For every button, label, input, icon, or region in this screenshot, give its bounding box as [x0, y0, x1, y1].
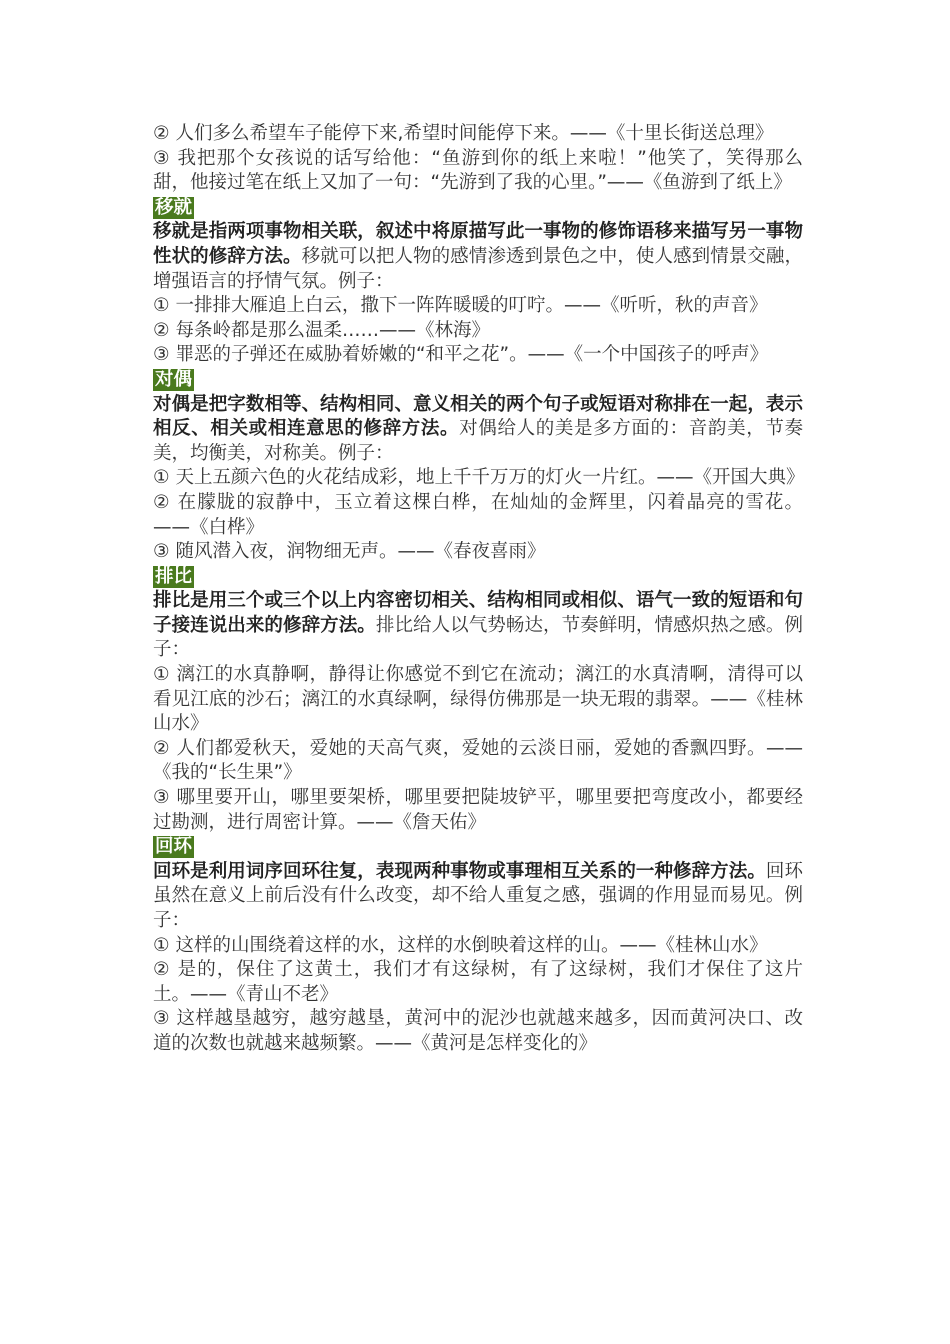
section-heading: 移就: [155, 196, 193, 218]
example-item: ① 漓江的水真静啊，静得让你感觉不到它在流动；漓江的水真清啊，清得可以看见江底的沙石；漓江的水真绿啊，绿得仿佛那是一块无瑕的翡翠。——《桂林山水》: [153, 664, 803, 735]
example-item: ① 这样的山围绕着这样的水，这样的水倒映着这样的山。——《桂林山水》: [153, 934, 768, 956]
definition-bold: 排比是用三个或三个以上内容密切相关、结构相同或相似、语气一致的短语和句子接连说出来的修辞方法。: [153, 590, 803, 636]
example-item: ② 每条岭都是那么温柔……——《林海》: [153, 319, 490, 341]
section-paibi: [153, 565, 803, 836]
section-definition: [153, 589, 803, 663]
section-heading: 排比: [155, 565, 193, 587]
example-item: ② 是的，保住了这黄土，我们才有这绿树，有了这绿树，我们才保住了这片土。——《青山不老》: [153, 959, 803, 1005]
section-definition: [153, 393, 803, 467]
example-item: ③ 随风潜入夜，润物细无声。——《春夜喜雨》: [153, 541, 546, 563]
document-page: [153, 122, 803, 1057]
section-heading: 对偶: [155, 368, 193, 390]
intro-example-2: ② 人们多么希望车子能停下来,希望时间能停下来。——《十里长街送总理》: [153, 123, 774, 144]
section-heading: 回环: [155, 836, 193, 858]
example-item: ② 在朦胧的寂静中，玉立着这棵白桦，在灿灿的金辉里，闪着晶亮的雪花。——《白桦》: [153, 491, 803, 538]
definition-text: 对偶给人的美是多方面的：音韵美，节奏美，均衡美，对称美。例子：: [153, 418, 803, 464]
example-item: ② 人们都爱秋天，爱她的天高气爽，爱她的云淡日丽，爱她的香飘四野。——《我的“长生果”》: [153, 737, 803, 784]
intro-example-3: ③ 我把那个女孩说的话写给他：“鱼游到你的纸上来啦！”他笑了，笑得那么甜，他接过笔在纸上又加了一句：“先游到了我的心里。”——《鱼游到了纸上》: [153, 147, 803, 194]
section-definition: [153, 220, 803, 294]
section-huihuan: [153, 835, 803, 1056]
definition-text: 移就可以把人物的感情渗透到景色之中，使人感到情景交融，增强语言的抒情气氛。例子：: [153, 245, 803, 292]
example-item: ③ 这样越垦越穷，越穷越垦，黄河中的泥沙也就越来越多，因而黄河决口、改道的次数也就越来越频繁。——《黄河是怎样变化的》: [153, 1008, 803, 1054]
definition-bold: 回环是利用词序回环往复，表现两种事物或事理相互关系的一种修辞方法。: [153, 860, 766, 882]
definition-text: 排比给人以气势畅达，节奏鲜明，情感炽热之感。例子：: [153, 614, 803, 661]
example-item: ① 一排排大雁追上白云，撒下一阵阵暖暖的叮咛。——《听听，秋的声音》: [153, 295, 768, 317]
example-item: ① 天上五颜六色的火花结成彩，地上千千万万的灯火一片红。——《开国大典》: [153, 467, 805, 489]
section-duiou: [153, 368, 803, 565]
section-definition: [153, 860, 803, 934]
example-item: ③ 罪恶的子弹还在威胁着娇嫩的“和平之花”。——《一个中国孩子的呼声》: [153, 344, 769, 366]
section-yijiu: [153, 196, 803, 368]
definition-text: 回环虽然在意义上前后没有什么改变，却不给人重复之感，强调的作用显而易见。例子：: [153, 860, 803, 931]
definition-bold: 移就是指两项事物相关联，叙述中将原描写此一事物的修饰语移来描写另一事物性状的修辞方法。: [153, 221, 803, 267]
example-item: ③ 哪里要开山，哪里要架桥，哪里要把陡坡铲平，哪里要把弯度改小，都要经过勘测，进行周密计算。——《詹天佑》: [153, 787, 803, 833]
definition-bold: 对偶是把字数相等、结构相同、意义相关的两个句子或短语对称排在一起，表示相反、相关或相连意思的修辞方法。: [153, 393, 803, 440]
